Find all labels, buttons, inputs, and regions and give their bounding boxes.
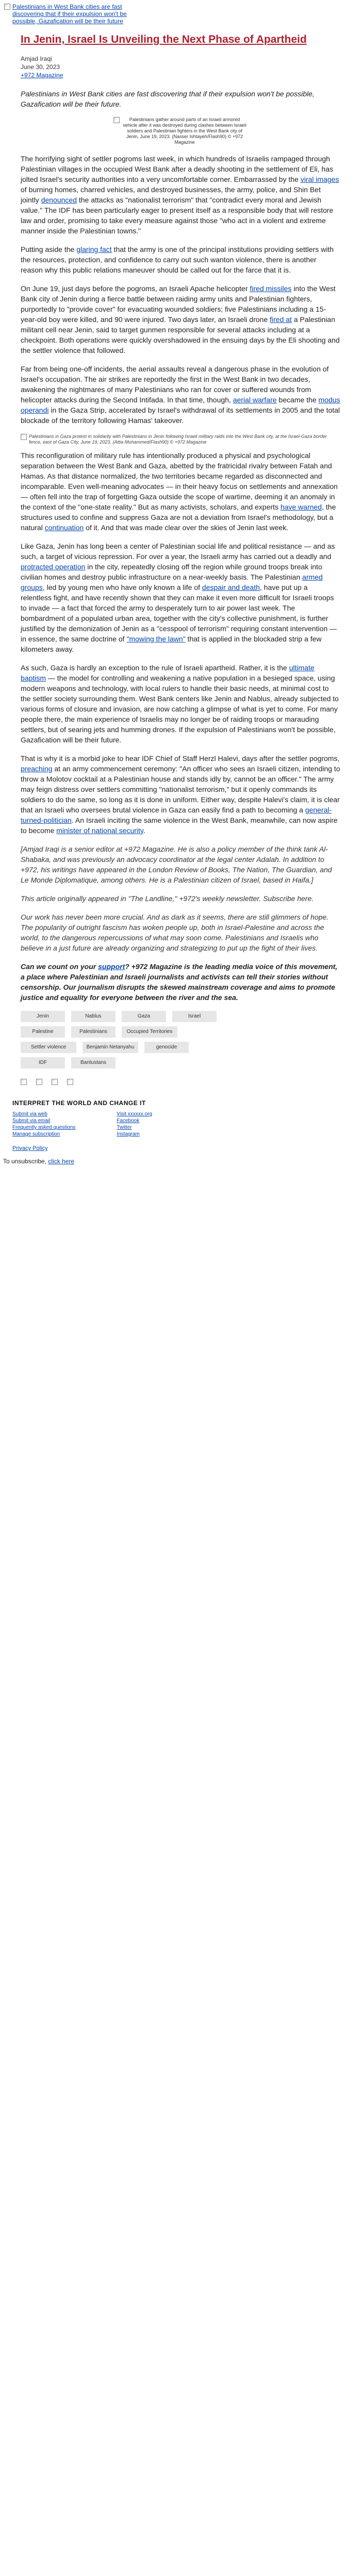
broken-image-icon (4, 4, 10, 10)
tag[interactable]: Nablus (71, 1011, 116, 1022)
paragraph-2: Putting aside the glaring fact that the army is one of the principal institutions providing settlers with the resources, protection, and confidence to carry out such wanton violence, there is another reason why this public relations maneuver should be called out for the farce that it is. (21, 245, 334, 274)
tag[interactable]: Israel (172, 1011, 217, 1022)
privacy-row (0, 1145, 361, 1152)
footer-link[interactable]: Facebook (117, 1118, 140, 1124)
tag[interactable]: Bantustans (71, 1057, 116, 1069)
inline-link[interactable]: continuation (44, 523, 84, 532)
inline-link[interactable]: have warned (280, 503, 322, 511)
inline-link[interactable]: fired missiles (250, 284, 292, 293)
hero-image[interactable] (0, 0, 361, 31)
footer-right-column (117, 1111, 152, 1138)
footer-left-column (12, 1111, 75, 1138)
share-icon[interactable] (67, 1079, 73, 1085)
footer-link[interactable]: Instagram (117, 1131, 140, 1137)
support-link[interactable]: support (98, 962, 125, 971)
figure-caption: Palestinians gather around parts of an Israeli armored vehicle after it was destroyed during clashes between Israeli soldiers and Palestinian fighters in the West Bank city of Jenin, June 19, 2023. (Nasser Ishtayeh/Flash90) © +972 Magazine (123, 117, 247, 145)
footer-link[interactable]: Manage subscription (12, 1131, 60, 1137)
tag[interactable]: Settler violence (21, 1042, 76, 1053)
paragraph-3: On June 19, just days before the pogroms, an Israeli Apache helicopter fired missiles into the West Bank city of Jenin during a fierce battle between raiding army units and Palestinian fighters, purportedly to "provide cover" for evacuating wounded soldiers; five Palestinians including a 15-year-old boy were killed, and 90 were injured. Two days later, an Israeli drone fired at a Palestinian militant cell near Jenin, said to target gunmen responsible for several attacks including at a checkpoint. Both operations were quickly overshadowed in the ensuing days by the Eli shooting and the settler violence that followed. (21, 284, 340, 354)
author-bio: [Amjad Iraqi is a senior editor at +972 Magazine. He is also a policy member of the think tank Al-Shabaka, and was previously an advocacy coordinator at the legal center Adalah. In addition to +972, his writings have appeared in the London Review of Books, The Nation, The Guardian, and Le Monde Diplomatique, among others. He is a Palestinian citizen of Israel, based in Haifa.] (21, 845, 332, 884)
inline-link[interactable]: glaring fact (76, 245, 112, 253)
inline-link[interactable]: viral images (300, 175, 339, 183)
tag[interactable]: Palestine (21, 1026, 65, 1038)
tag[interactable]: Jenin (21, 1011, 65, 1022)
social-share (21, 1079, 340, 1085)
tag[interactable]: Occupied Territories (122, 1026, 177, 1038)
inline-link[interactable]: preaching (21, 765, 53, 773)
unsubscribe-row (0, 1157, 361, 1165)
paragraph-6: Like Gaza, Jenin has long been a center of Palestinian social life and political resistance — and as such, a target of vicious repression. For over a year, the Israeli army has carried out a deadly and protracted operation in the city, repeatedly closing off the region while ground troops break into civilian homes and destroy public infrastructure on a near-weekly basis. The Palestinian armed groups, led by young men who have only known a life of despair and death, have put up a relentless fight, and have recently shown that they can make it even more difficult for Israeli troops to invade — a fact that forced the army to desperately turn to air power last week. The bombardment of a populated urban area, together with the city's collective punishment, is further justified by the demonization of Jenin as a "cesspool of terrorism" requiring constant intervention — in essence, the same doctrine of "mowing the lawn" that is applied in the blockaded strip a few kilometers away. (21, 542, 337, 653)
footer-links (0, 1111, 361, 1138)
paragraph-8: That is why it is a morbid joke to hear IDF Chief of Staff Herzl Halevi, days after the settler pogroms, preaching at an army commencement ceremony: "An officer who sees an Israeli citizen, intending to throw a Molotov cocktail at a Palestinian house and stands idly by, cannot be an officer." The army may feign distress over settlers committing "nationalist terrorism," but it openly commands its soldiers to do the same, so long as it is done in uniform. Either way, despite Halevi's claim, it is clear that an Israeli who oversees brutal violence in Gaza can easily find a path to becoming a general-turned-politician. An Israeli inciting the same violence in the West Bank, meanwhile, can now aspire to become minister of national security. (21, 754, 340, 835)
page (0, 0, 361, 1171)
unsubscribe-link[interactable]: click here (48, 1158, 75, 1165)
inline-link[interactable]: aerial warfare (233, 396, 277, 404)
tag[interactable]: Palestinians (71, 1026, 116, 1038)
footer-link[interactable]: Frequently asked questions (12, 1125, 76, 1130)
figure (21, 116, 340, 145)
tag[interactable]: IDF (21, 1057, 65, 1069)
hero-image-alt-text[interactable]: Palestinians in West Bank cities are fast discovering that if their expulsion won't be possible, Gazafication will be their future (12, 3, 127, 25)
figure-2-caption: Palestinians in Gaza protest in solidarity with Palestinians in Jenin following Israeli military raids into the West Bank city, at the Israel-Gaza border fence, east of Gaza City, June 19, 2023. (Attia Muhammed/Flash90) © +972 Magazine (29, 434, 327, 445)
paragraph-7: As such, Gaza is hardly an exception to the rule of Israeli apartheid. Rather, it is the ultimate baptism — the model for controlling and weakening a native population in a besieged space, using modern weapons and technology, with local rulers to handle their basic needs, at minimal cost to the settler society surrounding them. West Bank centers like Jenin and Nablus, already subjected to various forms of closure and invasion, are now catching a glimpse of what is yet to come. For many people there, the main experience of Israelis may no longer be of raiding troops or marauding settlers, but of searing jets and humming drones. If the expulsion of Palestinians won't be possible, Gazafication will be their future. (21, 664, 339, 744)
inline-link[interactable]: denounced (41, 196, 77, 204)
twitter-icon[interactable] (36, 1079, 42, 1085)
figure-2 (21, 434, 340, 445)
inline-link[interactable]: despair and death (202, 583, 260, 591)
inline-link[interactable]: "mowing the lawn" (126, 635, 186, 643)
article (0, 33, 361, 1085)
footer-link[interactable]: Twitter (117, 1125, 132, 1130)
footer-title: INTERPRET THE WORLD AND CHANGE IT (12, 1099, 146, 1107)
inline-link[interactable]: ultimate baptism (21, 664, 315, 682)
support-appeal-bold: Can we count on your support? +972 Magazine is the leading media voice of this movement, a place where Palestinian and Israeli journalists and activists can tell their stories without censorship. Our journalism disrupts the skewed mainstream coverage and aims to promote justice and equality for everyone between the river and the sea. (21, 962, 338, 1002)
email-icon[interactable] (52, 1079, 58, 1085)
date: June 30, 2023 (21, 63, 60, 71)
author: Amjad Iraqi (21, 55, 52, 62)
tag[interactable]: Benjamin Netanyahu (83, 1042, 138, 1053)
inline-link[interactable]: armed groups (21, 573, 323, 591)
facebook-icon[interactable] (21, 1079, 27, 1085)
originally-appeared: This article originally appeared in "The Landline," +972's weekly newsletter. Subscribe here. (21, 894, 314, 903)
article-dek: Palestinians in West Bank cities are fast discovering that if their expulsion won't be possible, Gazafication will be their future. (21, 90, 315, 108)
broken-image-icon (113, 117, 120, 123)
inline-link[interactable]: fired at (270, 315, 292, 324)
inline-link[interactable]: minister of national security (56, 826, 143, 835)
inline-link[interactable]: protracted operation (21, 563, 86, 571)
tag[interactable]: genocide (144, 1042, 189, 1053)
footer-link[interactable]: Submit via web (12, 1111, 47, 1117)
inline-link[interactable]: modus operandi (21, 396, 340, 414)
footer-link[interactable]: Submit via email (12, 1118, 51, 1124)
article-title[interactable]: In Jenin, Israel Is Unveiling the Next Phase of Apartheid (21, 33, 307, 45)
tag-list (21, 1011, 217, 1069)
paragraph-1: The horrifying sight of settler pogroms last week, in which hundreds of Israelis rampaged through Palestinian villages in the occupied West Bank after a deadly shooting in the settlement of Eli, has jolted Israel's security authorities into a very uncomfortable corner. Embarrassed by the viral images of burning homes, charred vehicles, and destroyed businesses, the army, police, and Shin Bet jointly denounced the attacks as "nationalist terrorism" that "contradict every moral and Jewish value." The IDF has been particularly eager to present itself as a responsible body that will restore law and order, promising to take every measure against those "who act in a violent and extreme manner inside the Palestinian towns." (21, 155, 339, 235)
footer-link[interactable]: Visit xxxxxx.org (117, 1111, 153, 1117)
support-appeal: Our work has never been more crucial. And as dark as it seems, there are still glimmers of hope. The popularity of outright fascism has woken people up, both in Israel-Palestine and across the world, to the dangerous repercussions of what may soon come. Palestinians and Israelis who believe in a just future are already organizing and strategizing to put up the fight of their lives. (21, 913, 329, 952)
privacy-policy-link[interactable]: Privacy Policy (12, 1145, 48, 1151)
tag[interactable]: Gaza (122, 1011, 166, 1022)
broken-image-icon (21, 434, 27, 440)
byline (21, 55, 340, 79)
publication-link[interactable]: +972 Magazine (21, 72, 63, 79)
unsubscribe-text: To unsubscribe, (3, 1158, 48, 1165)
inline-link[interactable]: general-turned-politician (21, 806, 332, 824)
paragraph-5: This reconfiguration of military rule has intentionally produced a physical and psychological separation between the West Bank and Gaza, abetted by the fratricidal rivalry between Fatah and Hamas. As that distance normalized, the two territories became regarded as disconnected and incomparable. Even well-meaning advocates — in their heavy focus on settlements and annexation — often fell into the trap of forgetting Gaza outside the scope of wartime, deeming it an anomaly in the context of the "one-state reality." But as many activists, scholars, and experts have warned, the structures used to confine and suppress Gaza are not a deviation from Israel's methodology, but a natural continuation of it. And that was made clear over the skies of Jenin last week. (21, 451, 338, 532)
paragraph-4: Far from being one-off incidents, the aerial assaults reveal a dangerous phase in the evolution of Israel's occupation. The air strikes are reportedly the first in the West Bank in two decades, awakening the nightmares of many Palestinians who ran for cover or suffered wounds from helicopter attacks during the Second Intifada. In that time, though, aerial warfare became the modus operandi in the Gaza Strip, accelerated by Israel's withdrawal of its settlements in 2005 and the total blockade of the territory following Hamas' takeover. (21, 365, 340, 425)
